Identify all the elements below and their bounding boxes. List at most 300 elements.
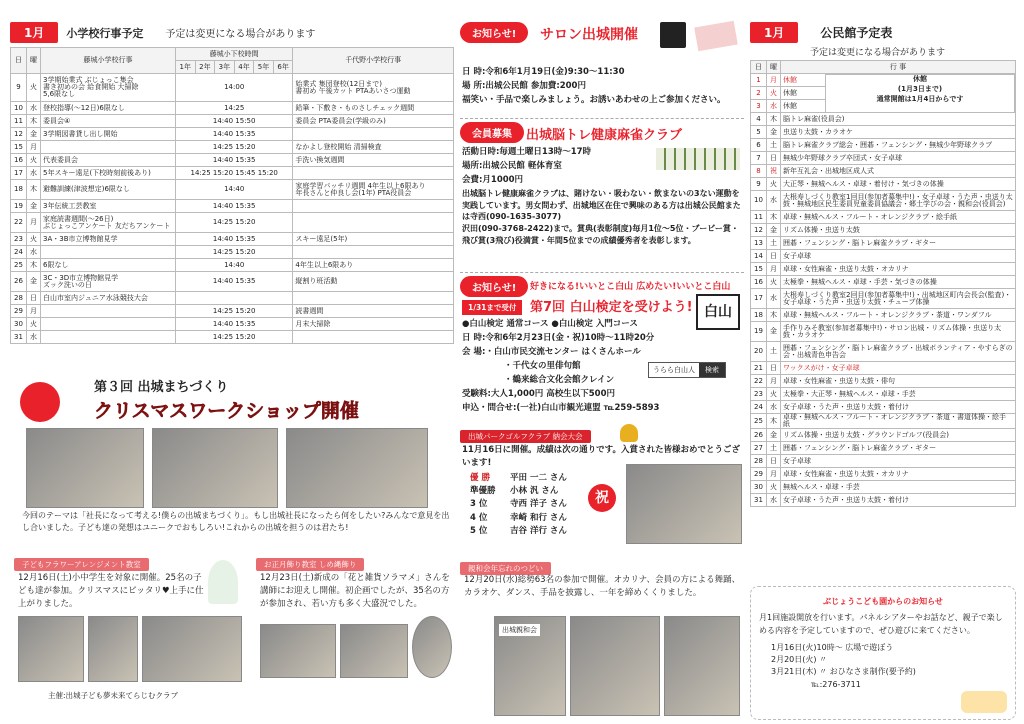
cell-day: 8 bbox=[751, 165, 767, 178]
cell-dow: 金 bbox=[767, 322, 781, 342]
cell-chiyo bbox=[293, 213, 454, 233]
cell-chiyo: 手洗い換気週間 bbox=[293, 154, 454, 167]
cell-dow: 日 bbox=[767, 455, 781, 468]
cell-time: 14:25 15:20 15:45 15:20 bbox=[176, 167, 293, 180]
table-row bbox=[11, 272, 454, 292]
table-row bbox=[751, 455, 1016, 468]
cell-chiyo bbox=[293, 128, 454, 141]
table-row bbox=[751, 322, 1016, 342]
table-row bbox=[751, 468, 1016, 481]
cell-day: 4 bbox=[751, 113, 767, 126]
cell-day: 22 bbox=[751, 375, 767, 388]
kentei-l2: 会 場:・白山市民交流センター はくさんホール bbox=[462, 347, 641, 357]
shime-photo-2 bbox=[340, 624, 408, 678]
xmas-title: クリスマスワークショップ開催 bbox=[94, 400, 359, 422]
party-body: 12月20日(水)総勢63名の参加で開催。オカリナ、会員の方による舞踊、カラオケ、ダンス、手品を披露し、一年を締めくくりました。 bbox=[464, 575, 741, 599]
kids-illustration bbox=[961, 691, 1007, 713]
table-row bbox=[11, 213, 454, 233]
table-row bbox=[751, 237, 1016, 250]
cell-day: 18 bbox=[751, 309, 767, 322]
mahjong-l4: 沢田(090-3768-2422)まで。賞典(表彰制度)毎月1位～5位・ブービー賞・飛び賞(3飛び)役満賞・年間5位までの成績優秀者を表彰します。 bbox=[462, 224, 739, 245]
mahjong-tiles-icon bbox=[656, 148, 740, 170]
cell-day: 1 bbox=[751, 74, 767, 87]
cell-dow: 木 bbox=[27, 259, 41, 272]
cell-day: 30 bbox=[11, 318, 27, 331]
table-row bbox=[11, 167, 454, 180]
cell-dow: 金 bbox=[767, 429, 781, 442]
cell-day: 17 bbox=[751, 289, 767, 309]
cell-chiyo: 縦割り班活動 bbox=[293, 272, 454, 292]
golf-rank: 4 位 bbox=[470, 512, 488, 523]
col-fujo: 藤城小学校行事 bbox=[41, 48, 176, 74]
cell-time: 14:40 15:35 bbox=[176, 154, 293, 167]
cell-dow: 水 bbox=[27, 102, 41, 115]
cell-day: 28 bbox=[11, 292, 27, 305]
cell-dow: 火 bbox=[27, 74, 41, 102]
flower-sponsor: 主催:出城子ども夢未来てらじむクラブ bbox=[48, 691, 179, 700]
search-text: うらら白山人 bbox=[653, 366, 695, 374]
cell-day: 12 bbox=[11, 128, 27, 141]
cell-day: 30 bbox=[751, 481, 767, 494]
cell-day: 2 bbox=[751, 87, 767, 100]
cell-event: 囲碁・フェンシング・脳トレ麻雀クラブ・ギター bbox=[781, 237, 1016, 250]
cell-dow: 金 bbox=[767, 224, 781, 237]
cell-chiyo: 鉛筆・下敷き・ものさしチェック週間 bbox=[293, 102, 454, 115]
xmas-subtitle: 第３回 出城まちづくり bbox=[94, 380, 229, 395]
cell-dow: 火 bbox=[27, 318, 41, 331]
table-row bbox=[11, 200, 454, 213]
cell-day: 10 bbox=[751, 191, 767, 211]
table-row bbox=[11, 331, 454, 344]
cell-time: 14:40 15:35 bbox=[176, 318, 293, 331]
cell-event: 女子卓球・うた声・虫送り太鼓・着付け bbox=[781, 401, 1016, 414]
table-row bbox=[751, 289, 1016, 309]
cell-event bbox=[781, 74, 1016, 103]
cell-event: 太極拳・無城ヘルス・卓球・手芸・気づきの体操 bbox=[781, 276, 1016, 289]
cell-dow: 木 bbox=[27, 115, 41, 128]
grade: 4年 bbox=[234, 61, 254, 74]
cell-dow: 月 bbox=[767, 468, 781, 481]
cell-dow: 水 bbox=[767, 494, 781, 507]
cell-time: 14:25 15:20 bbox=[176, 331, 293, 344]
cell-day: 17 bbox=[11, 167, 27, 180]
cell-event: 卓球・無城ヘルス・フルート・オレンジクラブ・絵手紙 bbox=[781, 211, 1016, 224]
grade: 5年 bbox=[254, 61, 274, 74]
party-label: 親和会年忘れのつどい bbox=[460, 562, 551, 575]
flower-photo-1 bbox=[18, 616, 84, 682]
flower-label: 子どもフラワーアレンジメント教室 bbox=[14, 558, 149, 571]
kentei-l4: ・鶴来総合文化会館クレイン bbox=[504, 375, 615, 385]
cell-dow: 火 bbox=[767, 481, 781, 494]
table-row bbox=[11, 154, 454, 167]
cell-event: 手作りみそ教室(参加者募集中!)・サロン出城・リズム体操・虫送り太鼓・カラオケ bbox=[781, 322, 1016, 342]
cell-dow: 火 bbox=[27, 154, 41, 167]
cell-dow: 木 bbox=[767, 309, 781, 322]
xmas-body: 今回のテーマは「社長になって考える!僕らの出城まちづくり」。もし出城社長になったら何をしたい?みんなで意見を出し合いました。子ども達の発想はユニークでおもしろい!これからの出城を担うのは君たち! bbox=[22, 511, 450, 532]
search-button[interactable]: 検索 bbox=[699, 363, 725, 377]
xmas-section bbox=[14, 376, 454, 544]
cell-dow: 金 bbox=[27, 272, 41, 292]
cell-event: 無城ヘルス・卓球・手芸 bbox=[781, 481, 1016, 494]
cell-time: 14:40 15:35 bbox=[176, 200, 293, 213]
cell-dow: 日 bbox=[767, 250, 781, 263]
cell-day: 3 bbox=[751, 100, 767, 113]
cell-time: 14:25 15:20 bbox=[176, 246, 293, 259]
table-row bbox=[11, 128, 454, 141]
xmas-photo-3 bbox=[286, 428, 428, 508]
cell-chiyo: 委員会 PTA委員会(学級のみ) bbox=[293, 115, 454, 128]
cell-day: 5 bbox=[751, 126, 767, 139]
cell-event: 囲碁・フェンシング・脳トレ麻雀クラブ・出城ボランティア・やすらぎの会・出城青色申告会 bbox=[781, 342, 1016, 362]
cell-event: 大正琴・無城ヘルス・卓球・着付け・気づきの体操 bbox=[781, 178, 1016, 191]
golf-name: 吉谷 洋行 さん bbox=[510, 525, 567, 536]
cell-time: 14:40 15:50 bbox=[176, 115, 293, 128]
cell-chiyo bbox=[293, 331, 454, 344]
shime-body: 12月23日(土)新成の「花と雑貨ソラマメ」さんを講師にお迎えし開催。初企画でしたが、35名の方が参加され、若い方も多く大盛況でした。 bbox=[260, 573, 450, 610]
cell-event: 女子卓球・うた声・虫送り太鼓・着付け bbox=[781, 494, 1016, 507]
cell-day: 31 bbox=[11, 331, 27, 344]
cell-dow: 火 bbox=[27, 233, 41, 246]
table-row bbox=[751, 211, 1016, 224]
cell-day: 18 bbox=[11, 180, 27, 200]
cell-event-text: 休館 bbox=[783, 75, 797, 84]
mahjong-title: 出城脳トレ健康麻雀クラブ bbox=[526, 128, 683, 143]
cell-dow: 月 bbox=[27, 305, 41, 318]
table-row bbox=[11, 115, 454, 128]
party-photo-1 bbox=[494, 616, 566, 716]
cell-event: 卓球・女性麻雀・虫送り太鼓・オカリナ bbox=[781, 468, 1016, 481]
table-row bbox=[751, 74, 1016, 87]
closed-notice: 休館 (1月3日まで) 通常開館は1月4日からです bbox=[825, 74, 1015, 113]
table-row bbox=[751, 414, 1016, 429]
cell-dow: 日 bbox=[27, 292, 41, 305]
cell-fujo bbox=[41, 141, 176, 154]
cell-dow: 木 bbox=[767, 414, 781, 429]
golf-rank: 優 勝 bbox=[470, 473, 490, 483]
hall-title: 公民館予定表 bbox=[820, 26, 893, 40]
hall-month-badge: 1月 bbox=[750, 22, 798, 43]
santa-icon bbox=[20, 382, 60, 422]
golf-name: 寺西 洋子 さん bbox=[510, 499, 567, 510]
cell-dow: 月 bbox=[27, 141, 41, 154]
cell-dow: 水 bbox=[767, 401, 781, 414]
hall-table bbox=[750, 60, 1016, 507]
cell-fujo bbox=[41, 331, 176, 344]
cell-dow: 月 bbox=[767, 74, 781, 87]
cell-event: リズム体操・虫送り太鼓 bbox=[781, 224, 1016, 237]
table-row bbox=[11, 180, 454, 200]
cell-dow: 木 bbox=[767, 211, 781, 224]
mahjong-l2: 会費:月1000円 bbox=[462, 175, 524, 185]
shime-photo-1 bbox=[260, 624, 336, 678]
cell-day: 28 bbox=[751, 455, 767, 468]
table-row bbox=[11, 259, 454, 272]
kentei-courses: ●白山検定 通常コース ●白山検定 入門コース bbox=[462, 319, 638, 329]
cell-dow: 土 bbox=[767, 237, 781, 250]
table-row bbox=[751, 401, 1016, 414]
cell-fujo: 3学期始業式 ぶじょっこ集会 書き初めの会 給食開始 大掃除 5,6限なし bbox=[41, 74, 176, 102]
golf-results bbox=[470, 472, 600, 538]
cell-time: 14:40 bbox=[176, 180, 293, 200]
cell-time bbox=[176, 292, 293, 305]
cell-dow: 月 bbox=[767, 263, 781, 276]
cell-dow: 月 bbox=[27, 213, 41, 233]
table-row bbox=[11, 246, 454, 259]
salon-l1: 日 時:令和6年1月19日(金)9:30～11:30 bbox=[462, 67, 625, 77]
trophy-icon bbox=[620, 424, 638, 442]
cell-time: 14:25 15:20 bbox=[176, 213, 293, 233]
cell-day: 31 bbox=[751, 494, 767, 507]
search-box[interactable] bbox=[648, 362, 726, 378]
grade: 6年 bbox=[273, 61, 293, 74]
grade: 1年 bbox=[176, 61, 196, 74]
cell-dow: 水 bbox=[767, 191, 781, 211]
cell-event: 休館 bbox=[781, 100, 1016, 113]
flower-photo-2 bbox=[88, 616, 138, 682]
cell-day: 16 bbox=[751, 276, 767, 289]
cell-event: 卓球・無城ヘルス・フルート・オレンジクラブ・茶道・書道体操・絵手紙 bbox=[781, 414, 1016, 429]
kentei-l3: ・千代女の里俳句館 bbox=[504, 361, 581, 371]
cell-day: 20 bbox=[751, 342, 767, 362]
cell-fujo: 白山市室内ジュニア水泳競技大会 bbox=[41, 292, 176, 305]
cell-time: 14:25 bbox=[176, 102, 293, 115]
party-section bbox=[460, 556, 742, 718]
kentei-title: 第7回 白山検定を受けよう! bbox=[530, 300, 693, 315]
col-day: 日 bbox=[751, 61, 767, 74]
cell-day: 15 bbox=[11, 141, 27, 154]
cell-dow: 水 bbox=[27, 167, 41, 180]
cell-day: 10 bbox=[11, 102, 27, 115]
cell-event: ワックスがけ・女子卓球 bbox=[781, 362, 1016, 375]
salon-l2: 場 所:出城公民館 参加費:200円 bbox=[462, 81, 586, 91]
cell-dow: 祝 bbox=[767, 165, 781, 178]
col-day: 日 bbox=[11, 48, 27, 74]
cell-fujo: 委員会④ bbox=[41, 115, 176, 128]
salon-title: サロン出城開催 bbox=[540, 27, 638, 43]
hat-icon bbox=[660, 22, 686, 48]
cell-day: 7 bbox=[751, 152, 767, 165]
table-row bbox=[751, 342, 1016, 362]
cell-day: 14 bbox=[751, 250, 767, 263]
hall-note: 予定は変更になる場合があります bbox=[810, 48, 946, 58]
cell-day: 25 bbox=[11, 259, 27, 272]
salon-pill: お知らせ! bbox=[460, 22, 528, 43]
cell-dow: 日 bbox=[767, 362, 781, 375]
cell-day: 26 bbox=[11, 272, 27, 292]
cell-day: 22 bbox=[11, 213, 27, 233]
cell-chiyo bbox=[293, 200, 454, 213]
table-row bbox=[751, 263, 1016, 276]
cell-time: 14:00 bbox=[176, 74, 293, 102]
cell-chiyo: スキー遠足(5年) bbox=[293, 233, 454, 246]
cell-dow: 日 bbox=[767, 152, 781, 165]
cell-time: 14:40 15:35 bbox=[176, 128, 293, 141]
golf-section bbox=[460, 424, 744, 546]
snowman-icon bbox=[208, 560, 238, 604]
cell-time: 14:40 15:35 bbox=[176, 272, 293, 292]
cards-icon bbox=[694, 21, 738, 52]
cell-day: 9 bbox=[751, 178, 767, 191]
table-row bbox=[11, 292, 454, 305]
cell-day: 19 bbox=[751, 322, 767, 342]
table-row bbox=[751, 481, 1016, 494]
cell-fujo: 5年スキー遠足(下校時刻前後あり) bbox=[41, 167, 176, 180]
table-row bbox=[11, 74, 454, 102]
cell-event: 脳トレ麻雀(役員会) bbox=[781, 113, 1016, 126]
cell-event: 無城少年野球クラブ卒団式・女子卓球 bbox=[781, 152, 1016, 165]
kids-section bbox=[750, 586, 1016, 720]
school-note: 予定は変更になる場合があります bbox=[165, 29, 316, 40]
mahjong-l3: 出城脳トレ健康麻雀クラブは、賭けない・吸わない・飲まないの3ない運動を実践しています。男女問わず、出城地区在住で興味のある方は出城公民館または寺西(090-1635-3077) bbox=[462, 189, 741, 222]
table-row bbox=[751, 191, 1016, 211]
cell-time: 14:25 15:20 bbox=[176, 141, 293, 154]
cell-day: 25 bbox=[751, 414, 767, 429]
cell-chiyo: 月末大掃除 bbox=[293, 318, 454, 331]
table-row bbox=[751, 152, 1016, 165]
cell-day: 9 bbox=[11, 74, 27, 102]
cell-dow: 木 bbox=[767, 113, 781, 126]
divider bbox=[460, 118, 744, 119]
cell-day: 24 bbox=[11, 246, 27, 259]
cell-event: 虫送り太鼓・カラオケ bbox=[781, 126, 1016, 139]
table-row bbox=[11, 305, 454, 318]
cell-event: 卓球・女性麻雀・虫送り太鼓・俳句 bbox=[781, 375, 1016, 388]
cell-day: 15 bbox=[751, 263, 767, 276]
xmas-photo-2 bbox=[152, 428, 278, 508]
table-row bbox=[751, 224, 1016, 237]
cell-day: 27 bbox=[751, 442, 767, 455]
cell-event: 大根寿しづくり教室1回目(参加者募集中!)・女子卓球・うた声・虫送り太鼓・無城地区民生委員児童委員協議会・郷土学びの会・親和会(役員会) bbox=[781, 191, 1016, 211]
table-row bbox=[751, 178, 1016, 191]
table-row bbox=[751, 362, 1016, 375]
golf-rank: 5 位 bbox=[470, 525, 488, 536]
cell-fujo: 代表委員会 bbox=[41, 154, 176, 167]
salon-section bbox=[460, 22, 742, 120]
golf-intro: 11月16日に開催。成績は次の通りです。入賞された皆様おめでとうございます! bbox=[462, 445, 740, 469]
col-dow: 曜 bbox=[767, 61, 781, 74]
cell-fujo: 登校指導(～12日)6限なし bbox=[41, 102, 176, 115]
cell-day: 21 bbox=[751, 362, 767, 375]
cell-chiyo: 始業式 集団登校(12日まで) 書初め 午後カット PTAあいさつ運動 bbox=[293, 74, 454, 102]
cell-day: 19 bbox=[11, 200, 27, 213]
xmas-photo-1 bbox=[26, 428, 144, 508]
kentei-date: 1/31まで受付 bbox=[462, 300, 522, 315]
golf-name: 小林 汎 さん bbox=[510, 486, 559, 497]
col-event: 行 事 bbox=[781, 61, 1016, 74]
cell-dow: 火 bbox=[767, 276, 781, 289]
table-row bbox=[751, 388, 1016, 401]
kids-label: ぶじょうこども園からのお知らせ bbox=[823, 597, 943, 606]
cell-event: 休館 bbox=[781, 87, 1016, 100]
mahjong-section bbox=[460, 122, 742, 270]
cell-day: 29 bbox=[11, 305, 27, 318]
cell-dow: 土 bbox=[767, 442, 781, 455]
cell-dow: 金 bbox=[27, 200, 41, 213]
cell-day: 26 bbox=[751, 429, 767, 442]
mahjong-l0: 活動日時:毎週土曜日13時～17時 bbox=[462, 147, 592, 157]
kids-date-1: 1月16日(火)10時～ 広場で遊ぼう bbox=[771, 642, 894, 652]
cell-chiyo: 4年生以上6限あり bbox=[293, 259, 454, 272]
cell-fujo: 3C・3D市立博物館見学 ズック洗いの日 bbox=[41, 272, 176, 292]
school-table bbox=[10, 47, 454, 344]
golf-name: 幸崎 和行 さん bbox=[510, 512, 567, 523]
cell-dow: 水 bbox=[27, 246, 41, 259]
grade: 3年 bbox=[215, 61, 235, 74]
kids-date-3: 3月21日(木) 〃 おひなさま制作(要予約) bbox=[771, 667, 916, 677]
golf-photo bbox=[626, 464, 742, 544]
cell-event: 卓球・無城ヘルス・フルート・オレンジクラブ・茶道・ワンダフル bbox=[781, 309, 1016, 322]
cell-day: 23 bbox=[11, 233, 27, 246]
table-row bbox=[751, 309, 1016, 322]
cell-day: 11 bbox=[751, 211, 767, 224]
cell-event: 女子卓球 bbox=[781, 455, 1016, 468]
cell-dow: 水 bbox=[767, 100, 781, 113]
cell-dow: 金 bbox=[767, 126, 781, 139]
cell-event: 新年互礼会・出城地区成人式 bbox=[781, 165, 1016, 178]
cell-event: 囲碁・フェンシング・脳トレ麻雀クラブ・ギター bbox=[781, 442, 1016, 455]
cell-fujo: 3年伝統工芸教室 bbox=[41, 200, 176, 213]
shime-label: お正月飾り教室 しめ縄飾り bbox=[256, 558, 364, 571]
divider bbox=[460, 272, 744, 273]
party-photo-3 bbox=[664, 616, 740, 716]
table-row bbox=[11, 102, 454, 115]
flower-section bbox=[14, 552, 246, 718]
cell-fujo: 避難訓練(津波想定)6限なし bbox=[41, 180, 176, 200]
party-photo-2 bbox=[570, 616, 660, 716]
table-row bbox=[751, 494, 1016, 507]
cell-fujo: 3A・3B市立博物館見学 bbox=[41, 233, 176, 246]
table-row bbox=[751, 429, 1016, 442]
cell-fujo bbox=[41, 246, 176, 259]
cell-dow: 土 bbox=[767, 342, 781, 362]
cell-chiyo bbox=[293, 292, 454, 305]
cell-dow: 火 bbox=[767, 87, 781, 100]
col-dow: 曜 bbox=[27, 48, 41, 74]
table-row bbox=[751, 165, 1016, 178]
party-sign: 出城親和会 bbox=[499, 624, 540, 636]
table-row bbox=[11, 141, 454, 154]
kentei-section bbox=[460, 276, 744, 418]
cell-dow: 木 bbox=[27, 180, 41, 200]
kentei-l6: 申込・問合せ:(一社)白山市観光連盟 ℡259-5893 bbox=[462, 403, 660, 413]
cell-chiyo bbox=[293, 246, 454, 259]
cell-event: 女子卓球 bbox=[781, 250, 1016, 263]
cell-fujo: 3学期図書貸し出し開始 bbox=[41, 128, 176, 141]
kentei-l5: 受験料:大人1,000円 高校生以下500円 bbox=[462, 389, 615, 399]
flower-body: 12月16日(土)小中学生を対象に開催。25名の子ども達が参加。クリスマスにピッタリ♥上手に仕上がりました。 bbox=[18, 573, 204, 610]
cell-dow: 火 bbox=[767, 388, 781, 401]
cell-event: 脳トレ麻雀クラブ総会・囲碁・フェンシング・無城少年野球クラブ bbox=[781, 139, 1016, 152]
flower-photo-3 bbox=[142, 616, 242, 682]
school-title: 小学校行事予定 bbox=[66, 26, 144, 40]
kids-date-2: 2月20日(火) 〃 bbox=[771, 654, 828, 664]
cell-day: 11 bbox=[11, 115, 27, 128]
cell-fujo: 6限なし bbox=[41, 259, 176, 272]
celebrate-badge: 祝 bbox=[588, 484, 616, 512]
table-row bbox=[751, 250, 1016, 263]
golf-name: 平田 一二 さん bbox=[510, 473, 567, 483]
table-row bbox=[751, 113, 1016, 126]
cell-chiyo: 読書週間 bbox=[293, 305, 454, 318]
shime-photo-3 bbox=[412, 616, 452, 678]
golf-label: 出城パークゴルフクラブ 納会大会 bbox=[460, 430, 591, 443]
cell-day: 29 bbox=[751, 468, 767, 481]
cell-day: 16 bbox=[11, 154, 27, 167]
month-badge: 1月 bbox=[10, 22, 58, 43]
cell-day: 23 bbox=[751, 388, 767, 401]
cell-dow: 金 bbox=[27, 128, 41, 141]
table-row bbox=[751, 276, 1016, 289]
